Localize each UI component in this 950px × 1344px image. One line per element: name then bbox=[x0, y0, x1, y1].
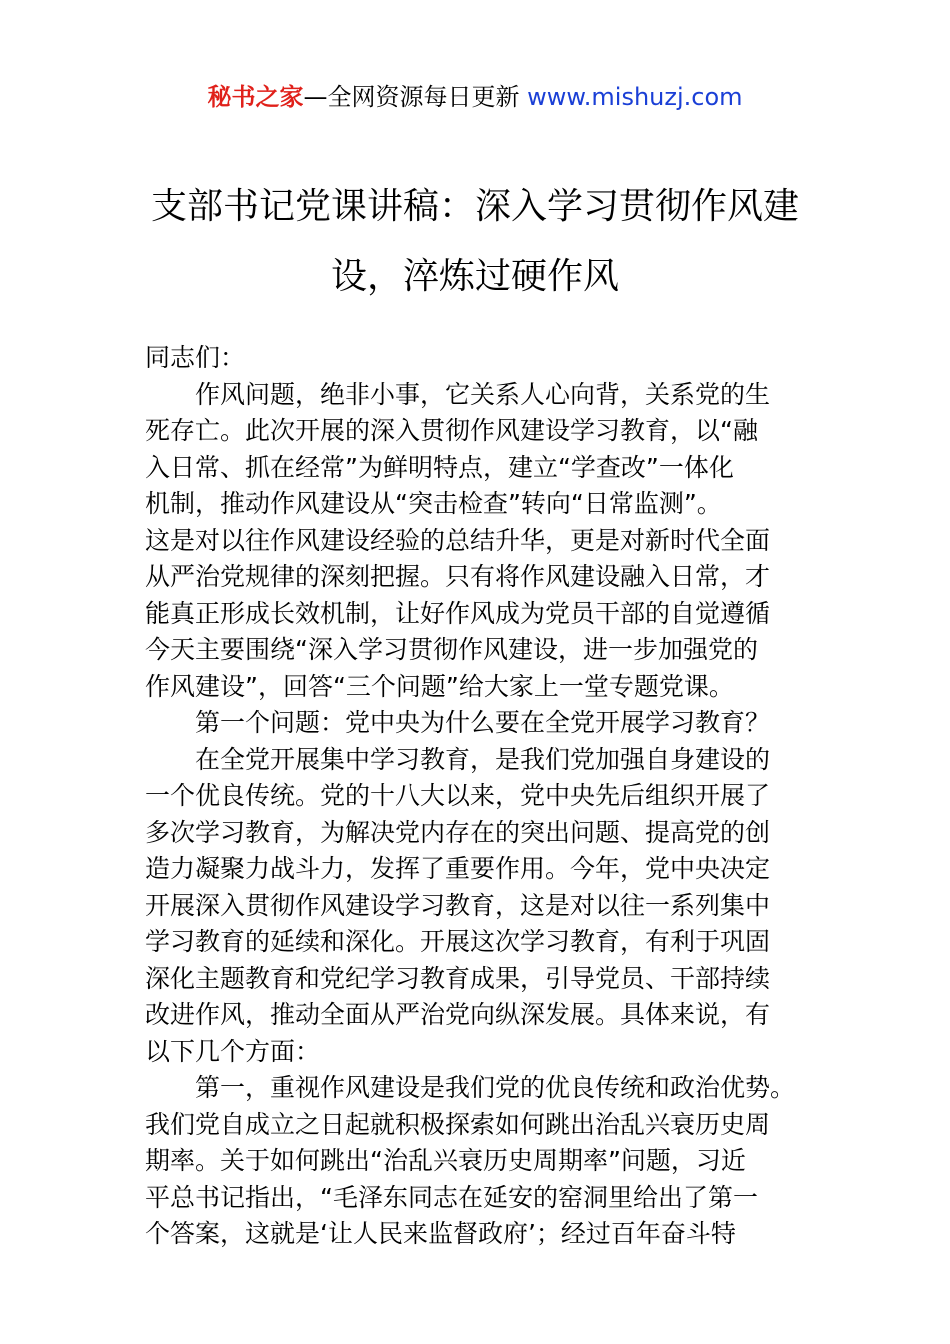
text-line: 今天主要围绕“深入学习贯彻作风建设，进一步加强党的 bbox=[145, 635, 758, 664]
text-line: 造力凝聚力战斗力，发挥了重要作用。今年，党中央决定 bbox=[145, 854, 771, 883]
section-heading: 第一个问题：党中央为什么要在全党开展学习教育？ bbox=[195, 708, 771, 737]
text-line: 在全党开展集中学习教育，是我们党加强自身建设的 bbox=[195, 744, 771, 774]
text-line: 作风建设”，回答“三个问题”给大家上一堂专题党课。 bbox=[145, 671, 734, 701]
site-tagline: —全网资源每日更新 bbox=[303, 83, 528, 111]
text-line: 以下几个方面： bbox=[145, 1036, 321, 1066]
title-line-1: 支部书记党课讲稿：深入学习贯彻作风建 bbox=[150, 186, 799, 227]
text-line: 学习教育的延续和深化。开展这次学习教育，有利于巩固 bbox=[145, 927, 771, 956]
text-line: 机制，推动作风建设从“突击检查”转向“日常监测”。 bbox=[145, 489, 722, 518]
text-line: 作风问题，绝非小事，它关系人心向背，关系党的生 bbox=[195, 379, 771, 409]
site-brand: 秘书之家 bbox=[207, 83, 304, 111]
salutation: 同志们： bbox=[145, 343, 246, 372]
site-url-link[interactable]: www.mishuzj.com bbox=[527, 83, 743, 111]
text-line: 第一，重视作风建设是我们党的优良传统和政治优势。 bbox=[195, 1073, 796, 1102]
text-line: 期率。关于如何跳出“治乱兴衰历史周期率”问题，习近 bbox=[145, 1146, 746, 1175]
text-line: 开展深入贯彻作风建设学习教育，这是对以往一系列集中 bbox=[145, 890, 771, 920]
text-line: 个答案，这就是‘让人民来监督政府’；经过百年奋斗特 bbox=[145, 1219, 736, 1248]
text-line: 改进作风，推动全面从严治党向纵深发展。具体来说，有 bbox=[145, 1000, 771, 1029]
text-line: 入日常、抓在经常”为鲜明特点，建立“学查改”一体化 bbox=[145, 452, 734, 482]
text-line: 深化主题教育和党纪学习教育成果，引导党员、干部持续 bbox=[145, 963, 771, 993]
text-line: 死存亡。此次开展的深入贯彻作风建设学习教育，以“融 bbox=[145, 416, 758, 445]
text-line: 平总书记指出，“毛泽东同志在延安的窑洞里给出了第一 bbox=[145, 1182, 758, 1212]
text-line: 从严治党规律的深刻把握。只有将作风建设融入日常，才 bbox=[145, 562, 771, 591]
text-line: 这是对以往作风建设经验的总结升华，更是对新时代全面 bbox=[145, 525, 771, 555]
text-line: 一个优良传统。党的十八大以来，党中央先后组织开展了 bbox=[145, 781, 771, 810]
document-body bbox=[145, 340, 815, 1253]
text-line: 我们党自成立之日起就积极探索如何跳出治乱兴衰历史周 bbox=[145, 1109, 771, 1139]
text-line: 能真正形成长效机制，让好作风成为党员干部的自觉遵循 bbox=[145, 598, 771, 628]
site-header bbox=[0, 80, 950, 114]
document-title bbox=[140, 172, 810, 312]
text-line: 多次学习教育，为解决党内存在的突出问题、提高党的创 bbox=[145, 817, 771, 847]
title-line-2: 设，淬炼过硬作风 bbox=[330, 256, 619, 297]
